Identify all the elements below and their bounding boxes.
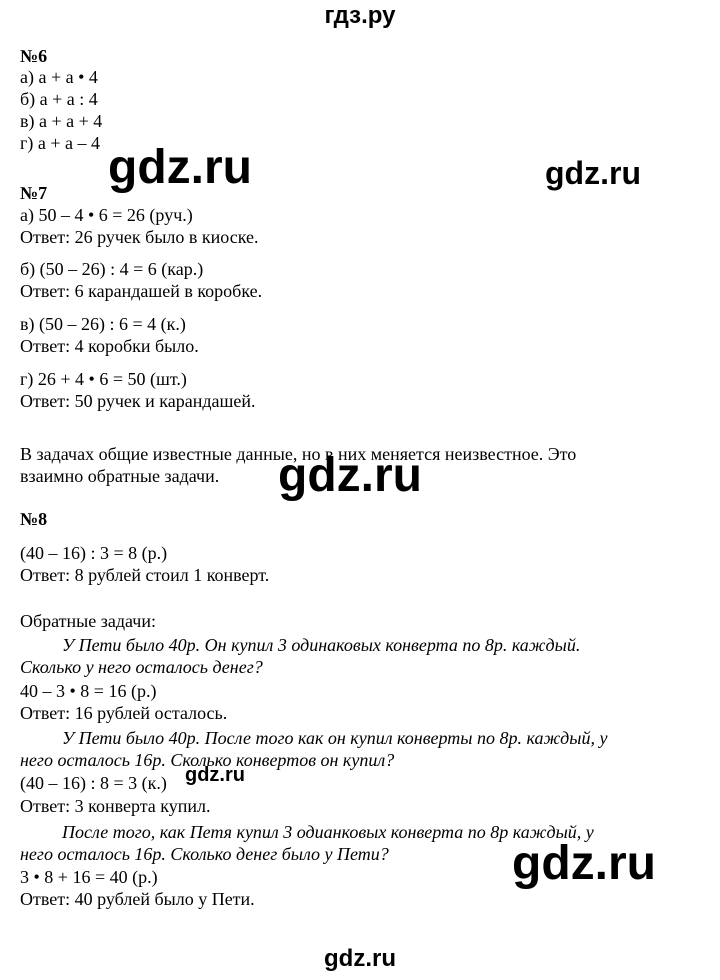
watermark: gdz.ru: [278, 449, 422, 502]
task7-number: №7: [20, 183, 48, 203]
inverse-problem-text: У Пети было 40р. После того как он купил конверты по 8р. каждый, у: [62, 728, 608, 748]
watermark: gdz.ru: [185, 764, 245, 786]
task7-answer: Ответ: 50 ручек и карандашей.: [20, 391, 256, 411]
watermark: gdz.ru: [545, 155, 641, 191]
site-footer: gdz.ru: [324, 945, 396, 972]
task7-answer: Ответ: 26 ручек было в киоске.: [20, 227, 259, 247]
task8-line: (40 – 16) : 8 = 3 (к.): [20, 773, 167, 793]
task7-note: В задачах общие известные данные, но в них меняется неизвестное. Это: [20, 444, 577, 464]
task7-line: а) 50 – 4 • 6 = 26 (руч.): [20, 205, 193, 225]
inverse-problem-text: После того, как Петя купил 3 одианковых конверта по 8р каждый, у: [62, 822, 594, 842]
task7-line: г) 26 + 4 • 6 = 50 (шт.): [20, 369, 187, 389]
task7-line: б) (50 – 26) : 4 = 6 (кар.): [20, 259, 204, 279]
task8-line: (40 – 16) : 3 = 8 (р.): [20, 543, 168, 563]
task8-number: №8: [20, 509, 48, 529]
task8-answer: Ответ: 40 рублей было у Пети.: [20, 889, 255, 909]
task6-line: а) a + a • 4: [20, 67, 98, 87]
task7-answer: Ответ: 6 карандашей в коробке.: [20, 281, 263, 301]
inverse-problem-text: У Пети было 40р. Он купил 3 одинаковых конверта по 8р. каждый.: [62, 635, 581, 655]
task6-number: №6: [20, 46, 48, 66]
site-header: гдз.ру: [324, 2, 396, 29]
watermark: gdz.ru: [512, 837, 656, 890]
task6-line: г) a + a – 4: [20, 133, 101, 153]
task8-answer: Ответ: 3 конверта купил.: [20, 796, 211, 816]
inverse-problem-text: него осталось 16р. Сколько конвертов он купил?: [20, 750, 395, 770]
task6-line: б) a + a : 4: [20, 89, 98, 109]
task8-subheading: Обратные задачи:: [20, 611, 156, 631]
task6-line: в) a + a + 4: [20, 111, 103, 131]
task8-line: 3 • 8 + 16 = 40 (р.): [20, 867, 158, 887]
inverse-problem-text: Сколько у него осталось денег?: [20, 657, 263, 677]
task7-answer: Ответ: 4 коробки было.: [20, 336, 199, 356]
watermark: gdz.ru: [108, 141, 252, 194]
inverse-problem-text: него осталось 16р. Сколько денег было у Пети?: [20, 844, 389, 864]
task8-line: 40 – 3 • 8 = 16 (р.): [20, 681, 157, 701]
task7-note: взаимно обратные задачи.: [20, 466, 220, 486]
task8-answer: Ответ: 16 рублей осталось.: [20, 703, 228, 723]
task8-answer: Ответ: 8 рублей стоил 1 конверт.: [20, 565, 270, 585]
task7-line: в) (50 – 26) : 6 = 4 (к.): [20, 314, 186, 334]
